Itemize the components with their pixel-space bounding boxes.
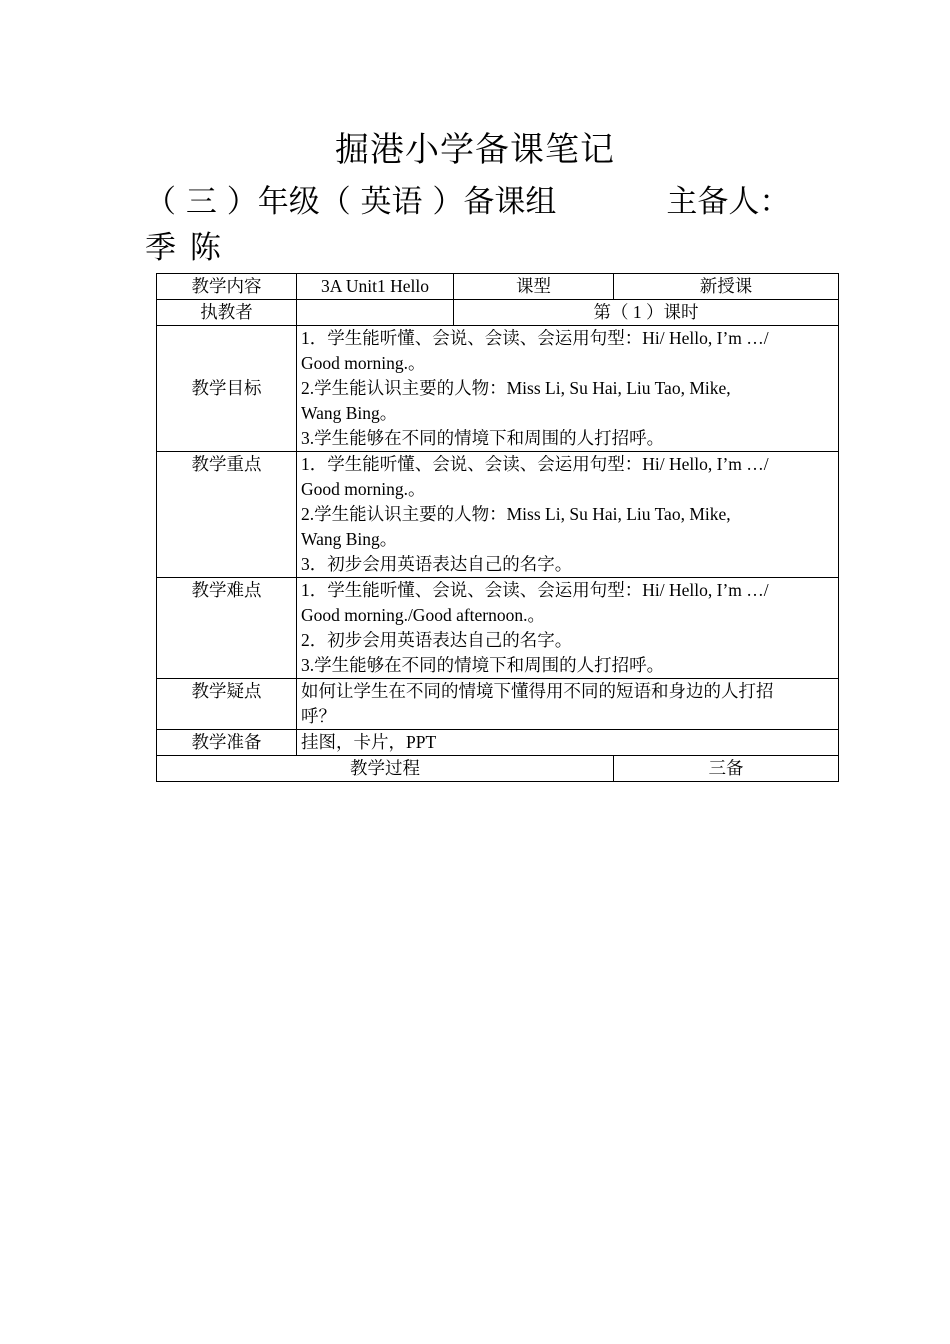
value-teacher — [297, 300, 454, 326]
row-preparation — [157, 730, 839, 756]
row-teacher — [157, 300, 839, 326]
value-teaching-content: 3A Unit1 Hello — [297, 274, 454, 300]
key-points-line: Good morning.。 — [301, 479, 426, 499]
grade-group-text: （ 三 ）年级（ 英语 ）备课组 — [145, 184, 557, 220]
row-doubts — [157, 679, 839, 730]
objectives-line: 1．学生能听懂、会说、会读、会运用句型：Hi/ Hello, I’m …/ — [301, 328, 769, 348]
value-doubts — [297, 679, 839, 730]
label-teaching-process: 教学过程 — [157, 756, 614, 782]
difficulties-line: Good morning./Good afternoon.。 — [301, 605, 545, 625]
difficulties-line: 3.学生能够在不同的情境下和周围的人打招呼。 — [301, 655, 665, 675]
label-doubts: 教学疑点 — [157, 679, 297, 730]
doubts-line: 如何让学生在不同的情境下懂得用不同的短语和身边的人打招 — [301, 681, 774, 701]
value-lesson-type: 新授课 — [614, 274, 839, 300]
preparer-label: 主备人： — [666, 184, 791, 220]
label-teacher: 执教者 — [157, 300, 297, 326]
row-objectives — [157, 326, 839, 452]
key-points-line: Wang Bing。 — [301, 529, 398, 549]
key-points-line: 3．初步会用英语表达自己的名字。 — [301, 554, 573, 574]
doubts-line: 呼？ — [301, 706, 336, 726]
key-points-line: 2.学生能认识主要的人物：Miss Li, Su Hai, Liu Tao, Mike, — [301, 504, 731, 524]
label-third-prep: 三备 — [614, 756, 839, 782]
label-objectives: 教学目标 — [157, 326, 297, 452]
label-lesson-type: 课型 — [454, 274, 614, 300]
label-teaching-content: 教学内容 — [157, 274, 297, 300]
preparer-name: 季 陈 — [145, 230, 223, 266]
value-key-points — [297, 452, 839, 578]
value-difficulties — [297, 578, 839, 679]
value-period: 第（ 1 ）课时 — [454, 300, 839, 326]
objectives-line: 3.学生能够在不同的情境下和周围的人打招呼。 — [301, 428, 665, 448]
document-title: 掘港小学备课笔记 — [335, 130, 615, 170]
label-preparation: 教学准备 — [157, 730, 297, 756]
label-key-points: 教学重点 — [157, 452, 297, 578]
value-preparation: 挂图，卡片，PPT — [297, 730, 839, 756]
difficulties-line: 1．学生能听懂、会说、会读、会运用句型：Hi/ Hello, I’m …/ — [301, 580, 769, 600]
subtitle-line — [145, 178, 790, 226]
objectives-line: Good morning.。 — [301, 353, 426, 373]
objectives-line: 2.学生能认识主要的人物：Miss Li, Su Hai, Liu Tao, Mike, — [301, 378, 731, 398]
row-difficulties — [157, 578, 839, 679]
label-difficulties: 教学难点 — [157, 578, 297, 679]
row-key-points — [157, 452, 839, 578]
key-points-line: 1．学生能听懂、会说、会读、会运用句型：Hi/ Hello, I’m …/ — [301, 454, 769, 474]
objectives-line: Wang Bing。 — [301, 403, 398, 423]
difficulties-line: 2．初步会用英语表达自己的名字。 — [301, 630, 573, 650]
lesson-plan-table — [156, 273, 839, 782]
row-content — [157, 274, 839, 300]
row-footer — [157, 756, 839, 782]
value-objectives — [297, 326, 839, 452]
